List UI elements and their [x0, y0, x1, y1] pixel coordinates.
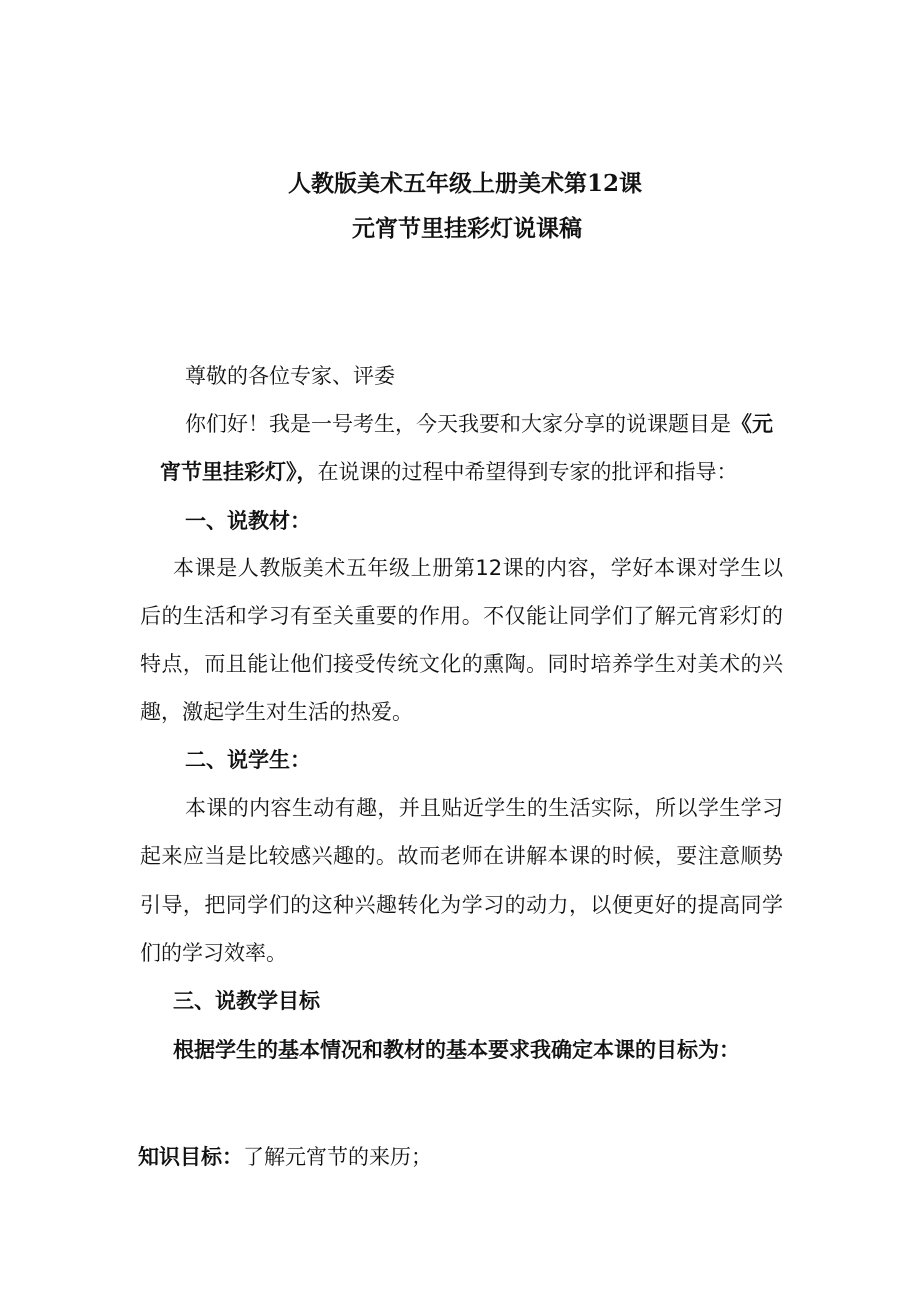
- section1-line: 特点，而且能让他们接受传统文化的熏陶。同时培养学生对美术的兴: [140, 652, 783, 676]
- section2-line: 引导，把同学们的这种兴趣转化为学习的动力，以便更好的提高同学: [140, 893, 783, 917]
- section1-line: 趣，激起学生对生活的热爱。: [140, 700, 413, 724]
- intro-topic-close: 宵节里挂彩灯》，: [160, 459, 318, 484]
- document-title-line2: 元宵节里挂彩灯说课稿: [352, 215, 582, 242]
- section2-line: 本课的内容生动有趣，并且贴近学生的生活实际，所以学生学习: [185, 796, 783, 820]
- section2-line: 起来应当是比较感兴趣的。故而老师在讲解本课的时候，要注意顺势: [140, 844, 783, 868]
- section3-intro: 根据学生的基本情况和教材的基本要求我确定本课的目标为：: [173, 1037, 740, 1062]
- knowledge-objective-label: 知识目标：: [138, 1144, 243, 1169]
- greeting: 尊敬的各位专家、评委: [185, 364, 395, 388]
- intro-line-2-text: 在说课的过程中希望得到专家的批评和指导：: [317, 460, 738, 484]
- section2-line: 们的学习效率。: [140, 941, 287, 965]
- section3-heading: 三、说教学目标: [173, 988, 320, 1013]
- intro-line-2: [160, 457, 738, 487]
- section1-heading: 一、说教材：: [185, 508, 311, 533]
- section1-line: 后的生活和学习有至关重要的作用。不仅能让同学们了解元宵彩灯的: [140, 604, 783, 628]
- knowledge-objective-text: 了解元宵节的来历；: [243, 1145, 432, 1169]
- knowledge-objective: [138, 1142, 432, 1172]
- intro-line-1: [185, 409, 773, 439]
- intro-topic-open: 《元: [731, 411, 773, 436]
- document-title-line1: 人教版美术五年级上册美术第12课: [288, 170, 643, 197]
- section1-line: 本课是人教版美术五年级上册第12课的内容，学好本课对学生以: [173, 556, 783, 580]
- intro-line-1-text: 你们好！我是一号考生，今天我要和大家分享的说课题目是: [185, 412, 731, 436]
- section2-heading: 二、说学生：: [185, 747, 311, 772]
